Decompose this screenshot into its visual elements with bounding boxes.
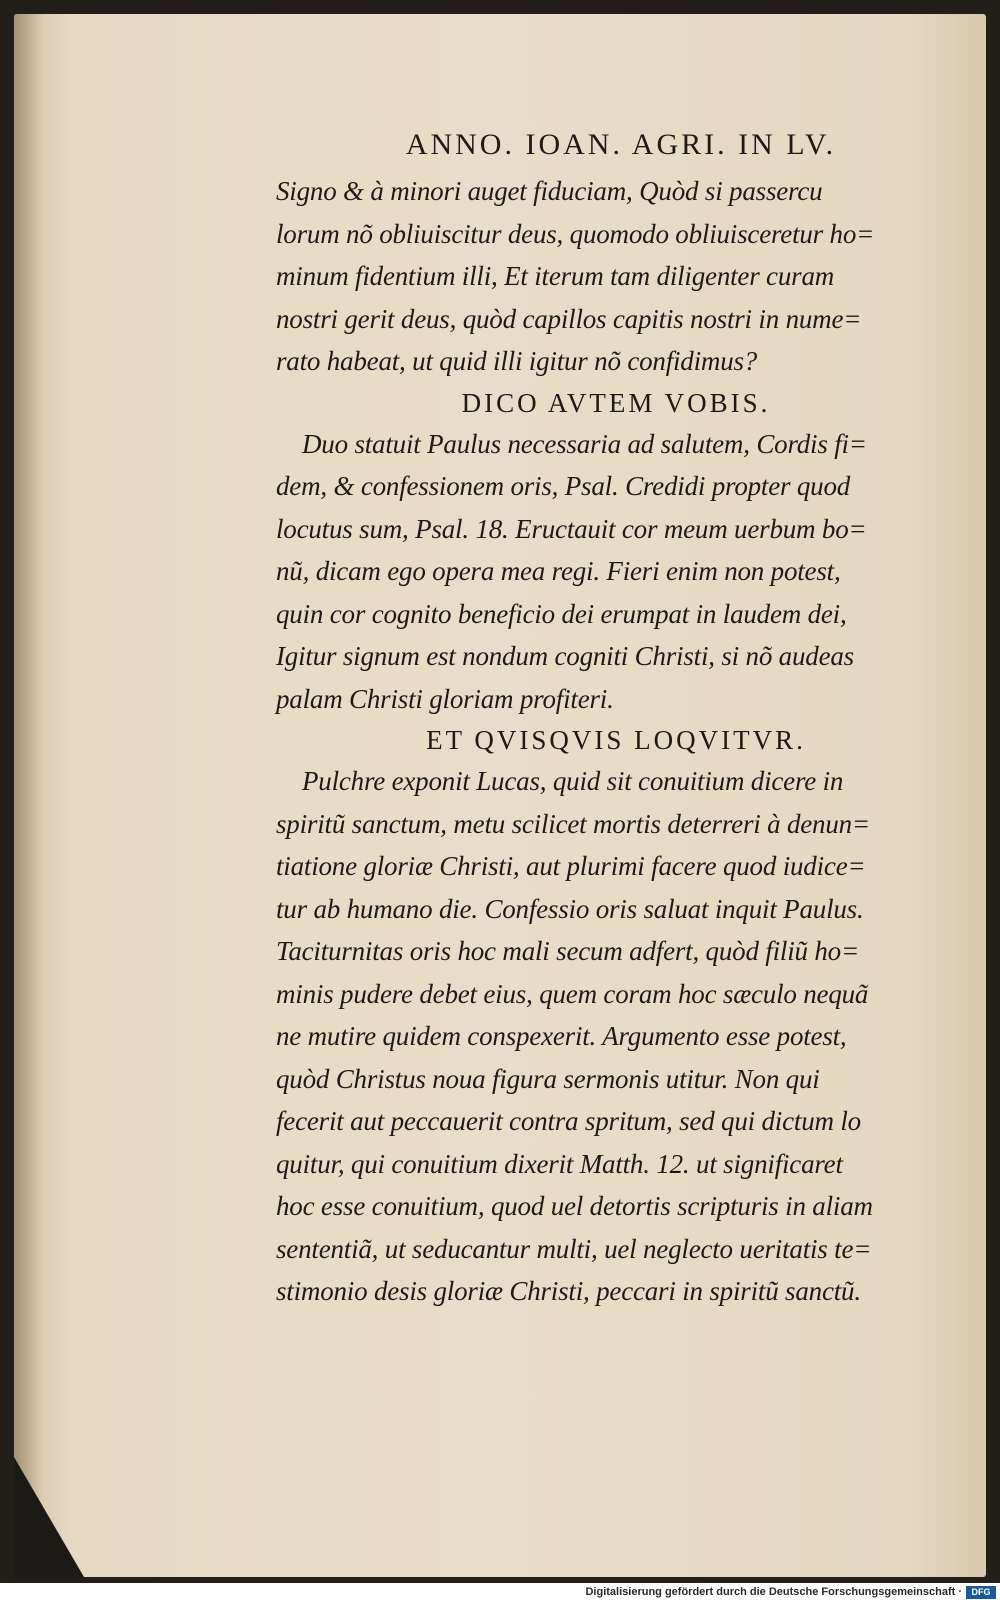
text-line: quitur, qui conuitium dixerit Matth. 12. ut significaret — [276, 1148, 843, 1179]
book-page — [14, 14, 986, 1577]
text-line: lorum nõ obliuiscitur deus, quomodo obliuisceretur ho= — [276, 218, 875, 249]
text-line: locutus sum, Psal. 18. Eructauit cor meum uerbum bo= — [276, 513, 867, 544]
section-paragraph — [276, 760, 956, 1313]
text-line: rato habeat, ut quid illi igitur nõ confidimus? — [276, 346, 758, 376]
text-line: Signo & à minori auget fiduciam, Quòd si passercu — [276, 176, 823, 206]
page-text-block — [276, 126, 956, 1313]
text-line: ne mutire quidem conspexerit. Argumento esse potest, — [276, 1021, 847, 1051]
funding-credit: Digitalisierung gefördert durch die Deutsche Forschungsgemeinschaft · — [585, 1586, 962, 1598]
text-line: nostri gerit deus, quòd capillos capitis nostri in nume= — [276, 303, 862, 334]
text-line: Pulchre exponit Lucas, quid sit conuitium dicere in — [302, 766, 844, 796]
gutter-shadow — [14, 14, 44, 1577]
dfg-logo: DFG — [966, 1586, 996, 1599]
section-heading: ET QVISQVIS LOQVITVR. — [426, 725, 806, 755]
text-line: minis pudere debet eius, quem coram hoc sæculo nequã — [276, 978, 869, 1009]
text-line: Taciturnitas oris hoc mali secum adfert, quòd filiũ ho= — [276, 936, 859, 966]
text-line: tiatione gloriæ Christi, aut plurimi facere quod iudice= — [276, 851, 866, 881]
torn-corner — [14, 1457, 84, 1577]
text-line: nũ, dicam ego opera mea regi. Fieri enim non potest, — [276, 556, 841, 586]
text-line: dem, & confessionem oris, Psal. Credidi propter quod — [276, 471, 851, 501]
text-line: Duo statuit Paulus necessaria ad salutem, Cordis fi= — [302, 428, 867, 459]
text-line: spiritũ sanctum, metu scilicet mortis deterreri à denun= — [276, 808, 870, 839]
opening-paragraph — [276, 170, 956, 383]
text-line: quòd Christus noua figura sermonis utitur. Non qui — [276, 1063, 820, 1094]
text-line: palam Christi gloriam profiteri. — [276, 683, 614, 714]
digitization-footer — [0, 1583, 1000, 1603]
text-line: quin cor cognito beneficio dei erumpat in laudem dei, — [276, 598, 847, 629]
running-head: ANNO. IOAN. AGRI. IN LV. — [405, 128, 837, 161]
text-line: tur ab humano die. Confessio oris saluat inquit Paulus. — [276, 893, 864, 924]
text-line: hoc esse conuitium, quod uel detortis scripturis in aliam — [276, 1191, 873, 1221]
text-line: fecerit aut peccauerit contra spritum, sed qui dictum lo — [276, 1106, 861, 1136]
text-line: minum fidentium illi, Et iterum tam diligenter curam — [276, 261, 835, 291]
text-line: stimonio desis gloriæ Christi, peccari in spiritũ sanctũ. — [276, 1276, 861, 1306]
section-paragraph — [276, 423, 956, 721]
text-line: Igitur signum est nondum cogniti Christi, si nõ audeas — [276, 641, 854, 671]
section-heading: DICO AVTEM VOBIS. — [461, 387, 771, 418]
text-line: sententiã, ut seducantur multi, uel neglecto ueritatis te= — [276, 1233, 872, 1264]
